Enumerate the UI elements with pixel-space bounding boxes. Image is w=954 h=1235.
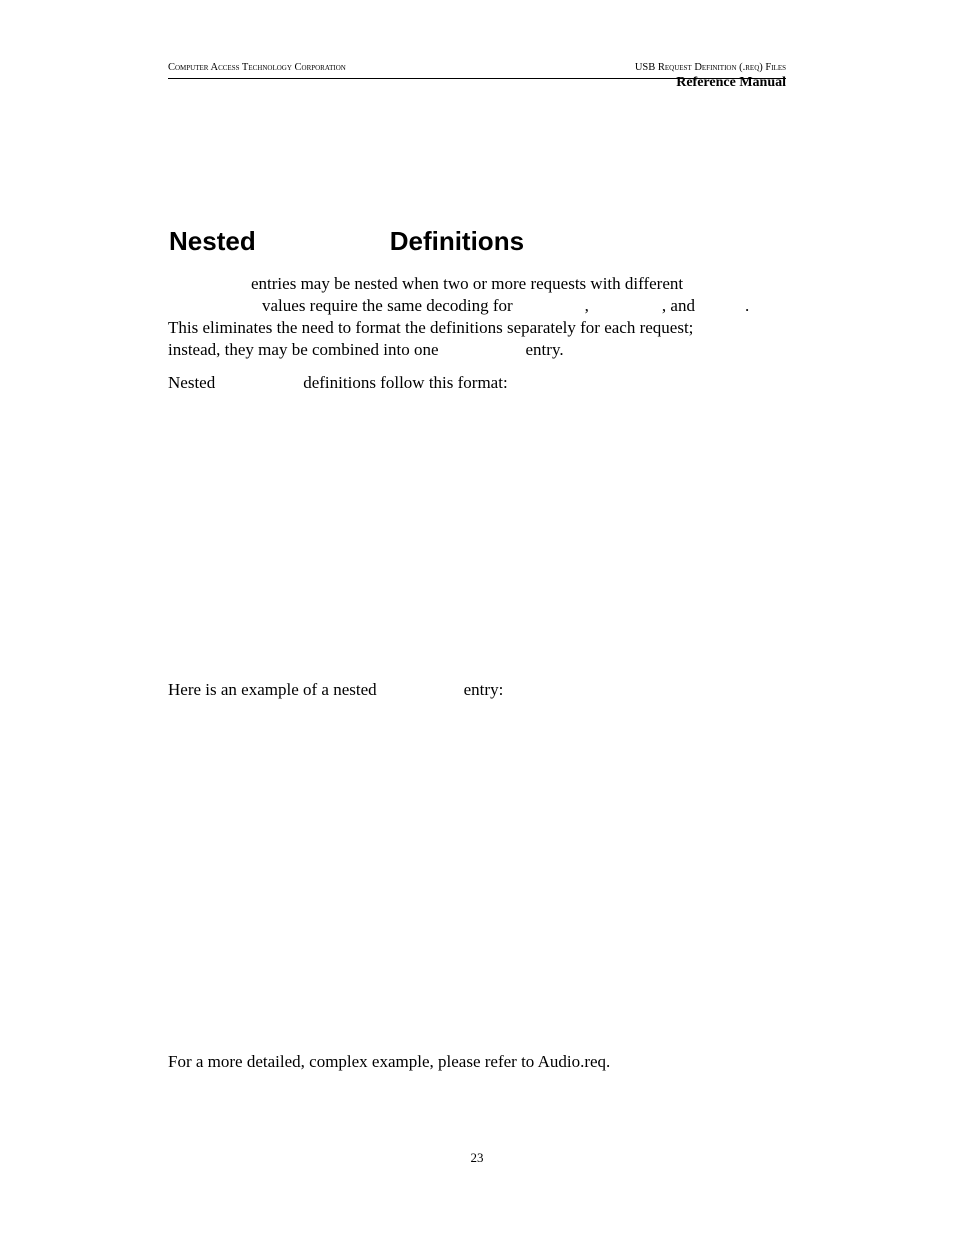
- section-heading-part2: Definitions: [389, 226, 525, 256]
- paragraph-text: instead, they may be combined into one: [168, 340, 439, 359]
- paragraph-line: [262, 297, 749, 314]
- paragraph-line: [168, 319, 693, 336]
- paragraph-line: [168, 374, 508, 391]
- header-manual-label: Reference Manual: [676, 75, 786, 90]
- paragraph-text: Here is an example of a nested: [168, 680, 377, 699]
- paragraph-text: definitions follow this format:: [303, 373, 508, 392]
- paragraph-text: ,: [584, 296, 589, 315]
- header-company: Computer Access Technology Corporation: [168, 62, 346, 73]
- page-number: 23: [470, 1150, 484, 1165]
- paragraph-text: For a more detailed, complex example, please refer to Audio.req.: [168, 1052, 611, 1071]
- paragraph-text: entry:: [463, 680, 504, 699]
- header-doc-title: USB Request Definition (.req) Files: [634, 62, 786, 73]
- paragraph-line: [168, 1053, 610, 1070]
- paragraph-text: , and: [661, 296, 695, 315]
- paragraph-text: values require the same decoding for: [262, 296, 513, 315]
- paragraph-text: entry.: [525, 340, 564, 359]
- paragraph-line: [168, 681, 503, 698]
- paragraph-text: .: [744, 296, 750, 315]
- section-heading-part1: Nested: [169, 226, 256, 256]
- paragraph-text: Nested: [168, 373, 216, 392]
- section-heading: [169, 226, 524, 257]
- paragraph-text: This eliminates the need to format the definitions separately for each request;: [168, 318, 694, 337]
- paragraph-text: entries may be nested when two or more requests with different: [251, 274, 684, 293]
- paragraph-line: [168, 341, 564, 358]
- paragraph-line: [251, 275, 683, 292]
